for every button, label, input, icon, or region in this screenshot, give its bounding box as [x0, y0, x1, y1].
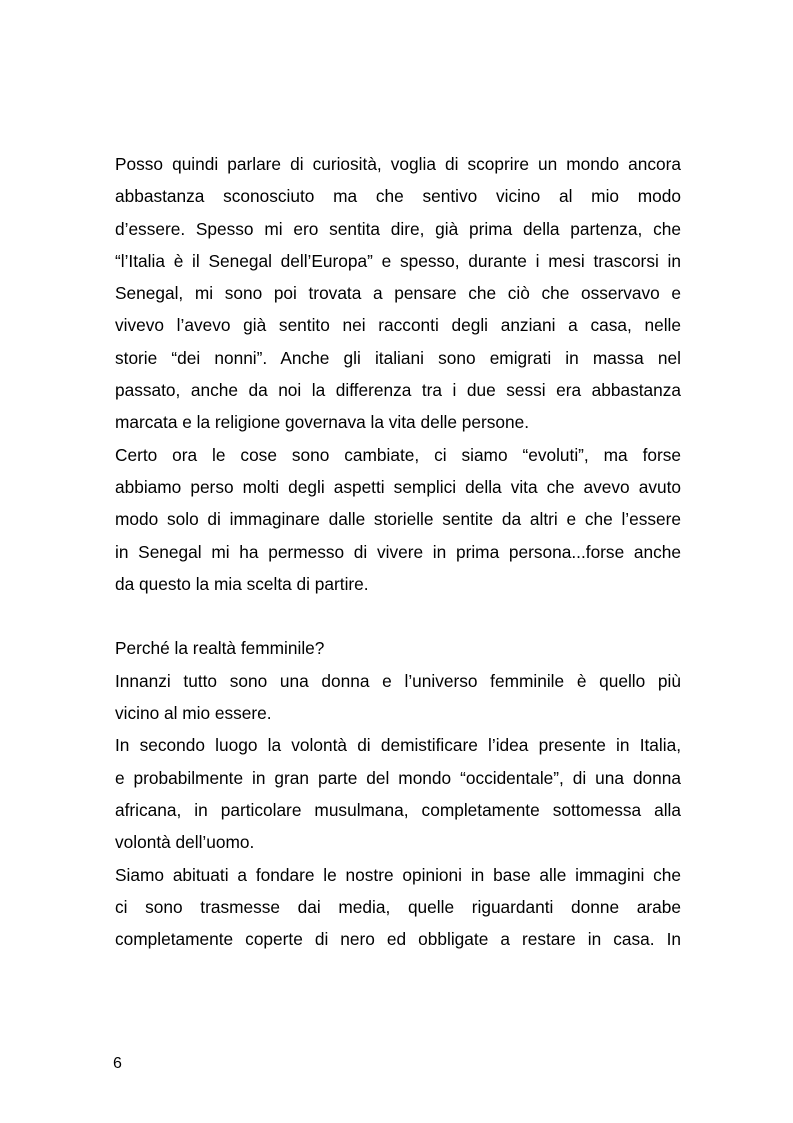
body-text — [115, 148, 681, 955]
text-line: abbastanza sconosciuto ma che sentivo vicino al mio modo — [115, 186, 681, 207]
text-line: vicino al mio essere. — [115, 703, 272, 724]
text-line: In secondo luogo la volontà di demistificare l’idea presente in Italia, — [115, 735, 681, 756]
text-line: Certo ora le cose sono cambiate, ci siamo “evoluti”, ma forse — [115, 444, 681, 465]
text-line: “l’Italia è il Senegal dell’Europa” e spesso, durante i mesi trascorsi in — [115, 250, 681, 271]
text-line: Siamo abituati a fondare le nostre opinioni in base alle immagini che — [115, 864, 681, 885]
text-line: ci sono trasmesse dai media, quelle riguardanti donne arabe — [115, 896, 681, 917]
text-line: modo solo di immaginare dalle storielle sentite da altri e che l’essere — [115, 509, 681, 530]
text-line: africana, in particolare musulmana, completamente sottomessa alla — [115, 799, 681, 820]
blank-line — [115, 600, 681, 632]
text-line: e probabilmente in gran parte del mondo “occidentale”, di una donna — [115, 767, 681, 788]
text-line: completamente coperte di nero ed obbligate a restare in casa. In — [115, 929, 681, 950]
text-line: in Senegal mi ha permesso di vivere in prima persona...forse anche — [115, 541, 681, 562]
text-line: d’essere. Spesso mi ero sentita dire, già prima della partenza, che — [115, 218, 681, 239]
text-line: passato, anche da noi la differenza tra i due sessi era abbastanza — [115, 380, 681, 401]
text-line: Innanzi tutto sono una donna e l’universo femminile è quello più — [115, 670, 681, 691]
text-line: volontà dell’uomo. — [115, 832, 255, 853]
text-line: storie “dei nonni”. Anche gli italiani sono emigrati in massa nel — [115, 347, 681, 368]
text-line: marcata e la religione governava la vita delle persone. — [115, 412, 530, 433]
text-line: Posso quindi parlare di curiosità, voglia di scoprire un mondo ancora — [115, 154, 681, 174]
text-line: Senegal, mi sono poi trovata a pensare che ciò che osservavo e — [115, 283, 681, 304]
text-line: vivevo l’avevo già sentito nei racconti degli anziani a casa, nelle — [115, 315, 681, 336]
page-number: 6 — [113, 1055, 122, 1072]
text-line: abbiamo perso molti degli aspetti semplici della vita che avevo avuto — [115, 476, 681, 497]
text-line: Perché la realtà femminile? — [115, 638, 325, 659]
text-line: da questo la mia scelta di partire. — [115, 573, 369, 594]
